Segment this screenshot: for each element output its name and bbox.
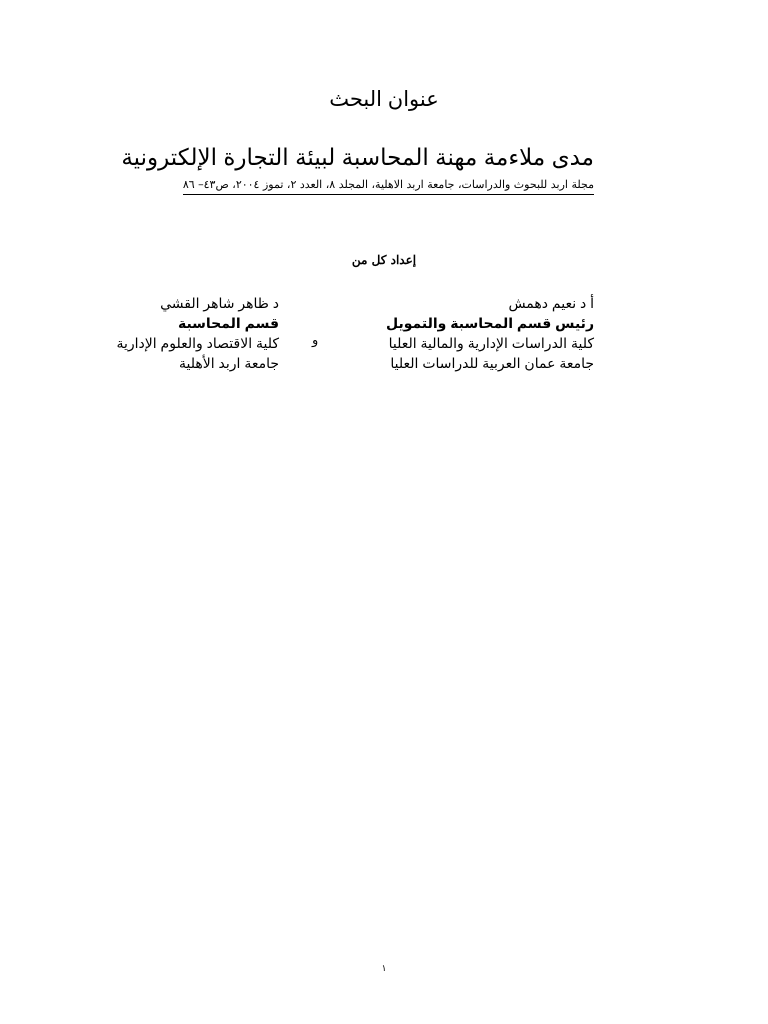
author-name: د ظاهر شاهر القشي bbox=[160, 295, 279, 311]
author-faculty: كلية الدراسات الإدارية والمالية العليا bbox=[388, 335, 594, 351]
author-block-1 bbox=[386, 293, 594, 373]
author-university: جامعة اربد الأهلية bbox=[179, 355, 279, 371]
author-block-2 bbox=[117, 293, 280, 373]
author-position: رئيس قسم المحاسبة والتمويل bbox=[385, 315, 594, 331]
author-faculty: كلية الاقتصاد والعلوم الإدارية bbox=[116, 335, 279, 351]
author-position: قسم المحاسبة bbox=[177, 315, 279, 331]
prepared-by-label: إعداد كل من bbox=[351, 253, 417, 267]
conjunction-and: و bbox=[312, 332, 319, 347]
author-university: جامعة عمان العربية للدراسات العليا bbox=[390, 355, 594, 371]
page-number: ١ bbox=[381, 964, 387, 974]
paper-title: مدى ملاءمة مهنة المحاسبة لبيئة التجارة الإلكترونية bbox=[121, 144, 594, 170]
research-heading: عنوان البحث bbox=[329, 88, 439, 111]
author-name: أ د نعيم دهمش bbox=[508, 295, 594, 311]
journal-citation: مجلة اربد للبحوث والدراسات، جامعة اربد الاهلية، المجلد ٨، العدد ٢، تموز ٢٠٠٤، ص٤٣– ٨٦ bbox=[183, 177, 594, 195]
